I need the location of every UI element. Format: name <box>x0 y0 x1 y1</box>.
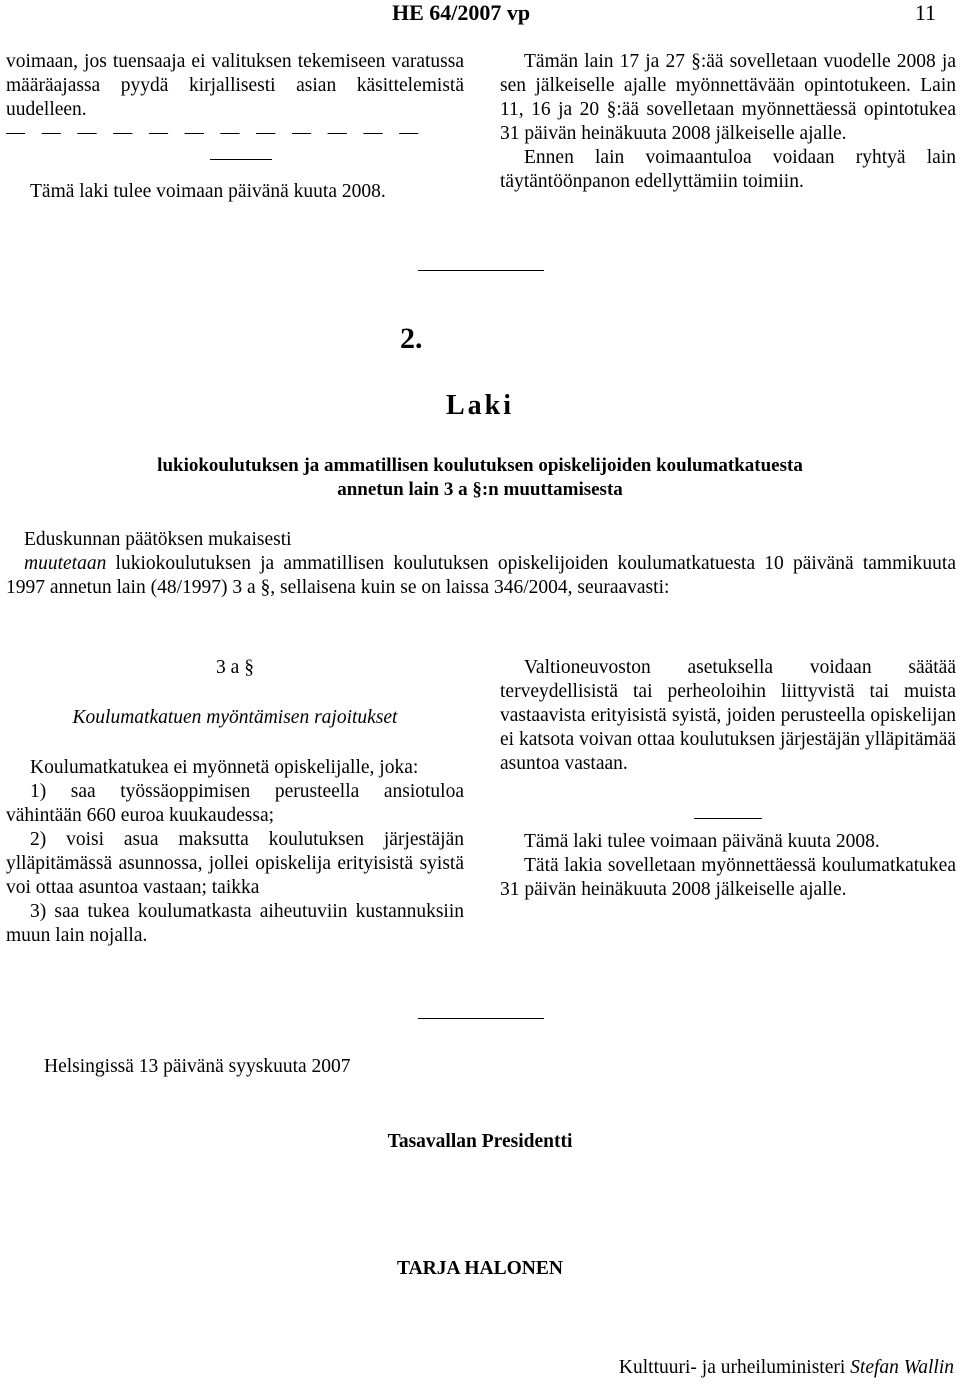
entry-into-force-text: Tämä laki tulee voimaan päivänä kuuta 2008. <box>30 181 386 202</box>
section-item-1: 1) saa työssäoppimisen perusteella ansiotuloa vähintään 660 euroa kuukaudessa; <box>6 781 464 826</box>
section-body-left <box>6 756 464 948</box>
right-divider-rule <box>694 818 762 819</box>
continuation-paragraph: voimaan, jos tuensaaja ei valituksen tekemiseen varatussa määräajassa pyydä kirjallisesti asian käsittelemistä uudelleen. <box>6 51 464 120</box>
preamble-intro: Eduskunnan päätöksen mukaisesti <box>24 529 292 550</box>
president-name: TARJA HALONEN <box>397 1258 563 1279</box>
preamble-italic-word: muutetaan <box>24 553 107 574</box>
document-id: HE 64/2007 vp <box>392 0 531 25</box>
minister-name: Stefan Wallin <box>850 1357 954 1378</box>
top-right-column <box>500 50 956 194</box>
application-2008: Tätä lakia sovelletaan myönnettäessä koulumatkatukea 31 päivän heinäkuuta 2008 jälkeiselle ajalle. <box>500 855 956 900</box>
omission-dashes: — — — — — — — — — — — — <box>6 122 425 143</box>
divider-rule <box>210 159 272 160</box>
section-heading: Koulumatkatuen myöntämisen rajoitukset <box>72 707 398 728</box>
right-entry-into-force <box>500 830 956 902</box>
law-subtitle-line1: lukiokoulutuksen ja ammatillisen koulutuksen opiskelijoiden koulumatkatuesta <box>157 455 803 476</box>
top-left-column <box>6 50 464 122</box>
section-number: 3 a § <box>216 657 254 678</box>
section-divider-rule <box>418 270 544 271</box>
top-left-entry-into-force <box>6 180 464 204</box>
section-item-2: 2) voisi asua maksutta koulutuksen järjestäjän ylläpitämässä asunnossa, jollei opiskelija erityisistä syistä voi ottaa asuntoa vastaan; taikka <box>6 829 464 898</box>
place-and-date: Helsingissä 13 päivänä syyskuuta 2007 <box>44 1056 351 1077</box>
section-intro: Koulumatkatukea ei myönnetä opiskelijalle, joka: <box>30 757 419 778</box>
end-divider-rule <box>418 1018 544 1019</box>
president-title: Tasavallan Presidentti <box>387 1131 573 1152</box>
minister-title: Kulttuuri- ja urheiluministeri <box>618 1357 846 1378</box>
entry-into-force-2008: Tämä laki tulee voimaan päivänä kuuta 2008. <box>524 831 880 852</box>
law-subtitle <box>0 454 960 502</box>
section-item-3: 3) saa tukea koulumatkasta aiheutuviin kustannuksiin muun lain nojalla. <box>6 901 464 946</box>
minister-signature <box>619 1357 954 1379</box>
law-subtitle-line2: annetun lain 3 a §:n muuttamisesta <box>337 479 623 500</box>
preamble-rest: lukiokoulutuksen ja ammatillisen koulutuksen opiskelijoiden koulumatkatuesta 10 päivänä tammikuuta 1997 annetun lain (48/1997) 3 a §, sellaisena kuin se on laissa 346/2004, seuraavasti: <box>6 553 956 598</box>
preparation-paragraph: Ennen lain voimaantuloa voidaan ryhtyä lain täytäntöönpanon edellyttämiin toimiin. <box>500 147 956 192</box>
section-body-right <box>500 656 956 776</box>
page-number: 11 <box>914 0 936 25</box>
decree-paragraph: Valtioneuvoston asetuksella voidaan säätää terveydellisistä tai perheoloihin liittyvistä tai muista vastaavista erityisistä syistä, joiden perusteella opiskelijan ei katsota voivan ottaa koulutuksen järjestäjän ylläpitämää asuntoa vastaan. <box>500 657 956 774</box>
law-title: Laki <box>445 390 515 421</box>
preamble-body <box>6 552 956 600</box>
law-number: 2. <box>400 322 423 355</box>
application-paragraph: Tämän lain 17 ja 27 §:ää sovelletaan vuodelle 2008 ja sen jälkeiselle ajalle myönnettävään opintotukeen. Lain 11, 16 ja 20 §:ää sovelletaan myönnettäessä opintotukea 31 päivän heinäkuuta 2008 jälkeiselle ajalle. <box>500 51 956 144</box>
preamble <box>6 528 956 600</box>
